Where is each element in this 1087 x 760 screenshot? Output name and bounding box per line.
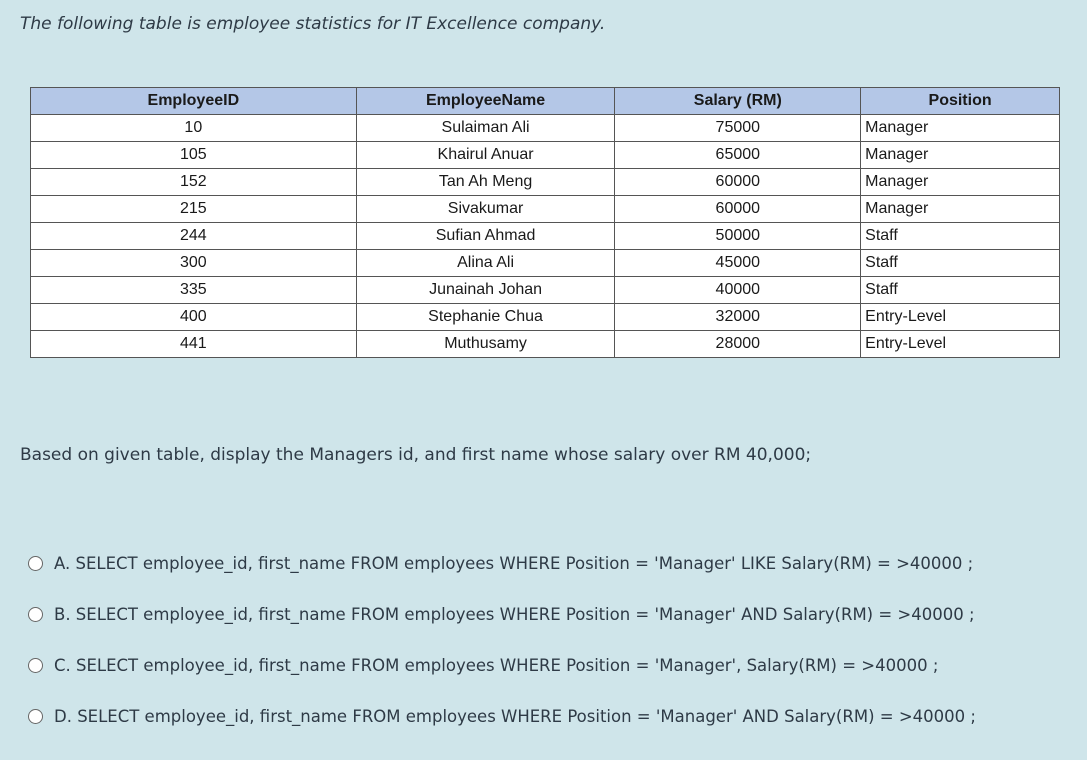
radio-button-c[interactable] xyxy=(28,658,43,673)
cell-employee-id: 400 xyxy=(31,304,357,331)
cell-position: Manager xyxy=(861,142,1060,169)
option-a-label[interactable]: A. SELECT employee_id, first_name FROM employees WHERE Position = 'Manager' LIKE Salary(RM) = >40000 ; xyxy=(54,553,974,573)
cell-position: Staff xyxy=(861,223,1060,250)
cell-position: Entry-Level xyxy=(861,304,1060,331)
cell-employee-id: 441 xyxy=(31,331,357,358)
cell-position: Staff xyxy=(861,277,1060,304)
table-header-row xyxy=(31,88,1060,115)
radio-button-d[interactable] xyxy=(28,709,43,724)
answer-options xyxy=(28,548,1068,752)
cell-salary: 60000 xyxy=(615,169,861,196)
employee-table-container xyxy=(30,87,1060,358)
cell-employee-id: 335 xyxy=(31,277,357,304)
cell-position: Manager xyxy=(861,115,1060,142)
cell-employee-name: Stephanie Chua xyxy=(356,304,615,331)
cell-employee-name: Sulaiman Ali xyxy=(356,115,615,142)
table-row xyxy=(31,277,1060,304)
cell-employee-id: 105 xyxy=(31,142,357,169)
cell-salary: 45000 xyxy=(615,250,861,277)
cell-position: Manager xyxy=(861,169,1060,196)
table-row xyxy=(31,250,1060,277)
cell-salary: 65000 xyxy=(615,142,861,169)
cell-employee-id: 215 xyxy=(31,196,357,223)
table-row xyxy=(31,223,1060,250)
table-row xyxy=(31,331,1060,358)
question-text: Based on given table, display the Managers id, and first name whose salary over RM 40,000; xyxy=(20,445,812,465)
column-header-position: Position xyxy=(861,88,1060,115)
cell-employee-name: Alina Ali xyxy=(356,250,615,277)
cell-employee-name: Khairul Anuar xyxy=(356,142,615,169)
option-a[interactable] xyxy=(28,548,1068,578)
cell-salary: 50000 xyxy=(615,223,861,250)
cell-employee-id: 10 xyxy=(31,115,357,142)
cell-employee-name: Sivakumar xyxy=(356,196,615,223)
radio-button-b[interactable] xyxy=(28,607,43,622)
cell-salary: 32000 xyxy=(615,304,861,331)
radio-button-a[interactable] xyxy=(28,556,43,571)
cell-salary: 40000 xyxy=(615,277,861,304)
option-b-label[interactable]: B. SELECT employee_id, first_name FROM employees WHERE Position = 'Manager' AND Salary(RM) = >40000 ; xyxy=(54,604,975,624)
option-d[interactable] xyxy=(28,701,1068,731)
option-b[interactable] xyxy=(28,599,1068,629)
cell-employee-id: 244 xyxy=(31,223,357,250)
cell-position: Entry-Level xyxy=(861,331,1060,358)
cell-position: Staff xyxy=(861,250,1060,277)
cell-salary: 28000 xyxy=(615,331,861,358)
table-row xyxy=(31,115,1060,142)
cell-employee-id: 152 xyxy=(31,169,357,196)
cell-employee-name: Muthusamy xyxy=(356,331,615,358)
table-row xyxy=(31,196,1060,223)
cell-employee-name: Sufian Ahmad xyxy=(356,223,615,250)
table-row xyxy=(31,142,1060,169)
table-row xyxy=(31,169,1060,196)
cell-employee-name: Tan Ah Meng xyxy=(356,169,615,196)
cell-salary: 60000 xyxy=(615,196,861,223)
table-row xyxy=(31,304,1060,331)
option-c[interactable] xyxy=(28,650,1068,680)
employee-table xyxy=(30,87,1060,358)
option-d-label[interactable]: D. SELECT employee_id, first_name FROM employees WHERE Position = 'Manager' AND Salary(RM) = >40000 ; xyxy=(54,706,976,726)
cell-salary: 75000 xyxy=(615,115,861,142)
column-header-employee-id: EmployeeID xyxy=(31,88,357,115)
cell-position: Manager xyxy=(861,196,1060,223)
cell-employee-name: Junainah Johan xyxy=(356,277,615,304)
option-c-label[interactable]: C. SELECT employee_id, first_name FROM employees WHERE Position = 'Manager', Salary(RM) = >40000 ; xyxy=(54,655,939,675)
column-header-employee-name: EmployeeName xyxy=(356,88,615,115)
cell-employee-id: 300 xyxy=(31,250,357,277)
intro-text: The following table is employee statistics for IT Excellence company. xyxy=(20,14,606,34)
column-header-salary: Salary (RM) xyxy=(615,88,861,115)
